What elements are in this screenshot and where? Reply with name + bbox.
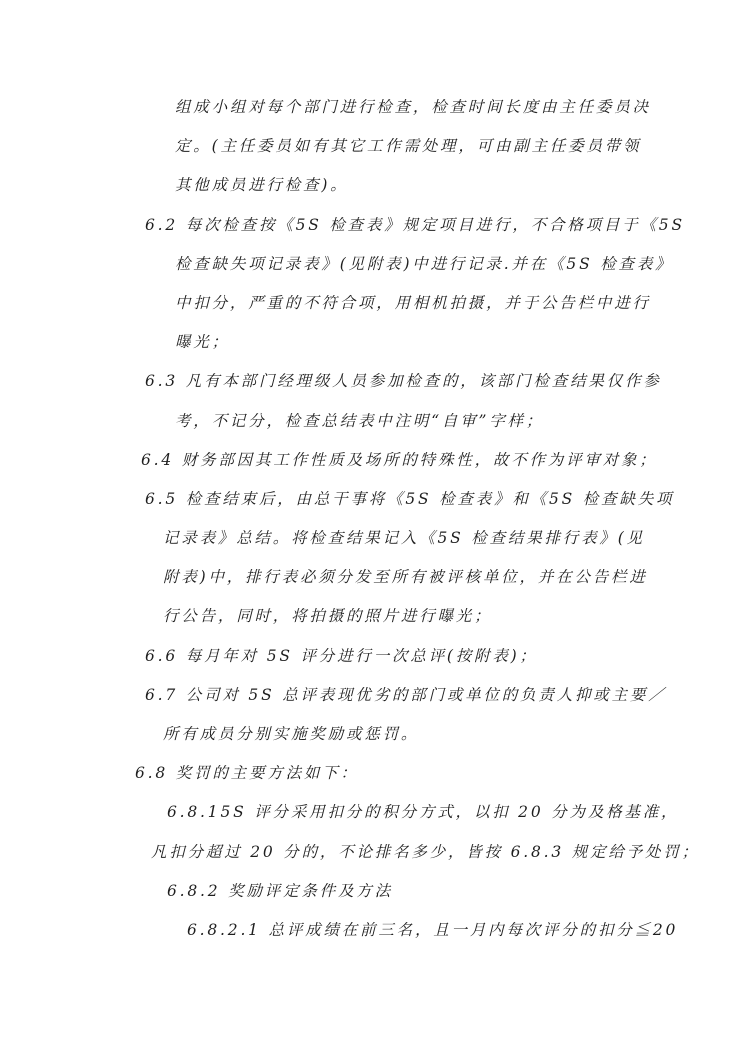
text-line: 6.4 财务部因其工作性质及场所的特殊性，故不作为评审对象； [141, 450, 658, 469]
text-line: 6.8 奖罚的主要方法如下： [135, 764, 359, 783]
text-line: 6.2 每次检查按《5S 检查表》规定项目进行，不合格项目于《5S [145, 215, 685, 234]
text-line: 凡扣分超过 20 分的，不论排名多少，皆按 6.8.3 规定给予处罚； [151, 842, 700, 861]
text-line: 定。(主任委员如有其它工作需处理，可由副主任委员带领 [175, 137, 642, 156]
text-line: 6.3 凡有本部门经理级人员参加检查的，该部门检查结果仅作参 [145, 372, 662, 391]
text-line: 中扣分，严重的不符合项，用相机拍摄，并于公告栏中进行 [175, 293, 651, 312]
text-line: 组成小组对每个部门进行检查，检查时间长度由主任委员决 [175, 98, 651, 116]
text-line: 检查缺失项记录表》(见附表)中进行记录.并在《5S 检查表》 [175, 254, 674, 273]
text-line: 6.7 公司对 5S 总评表现优劣的部门或单位的负责人抑或主要／ [145, 685, 667, 704]
text-line: 其他成员进行检查)。 [175, 176, 349, 195]
text-line: 6.8.2 奖励评定条件及方法 [167, 881, 393, 900]
text-line: 曝光； [175, 333, 230, 352]
text-line: 考，不记分，检查总结表中注明“自审”字样； [175, 411, 545, 430]
text-line: 6.5 检查结束后，由总干事将《5S 检查表》和《5S 检查缺失项 [145, 489, 675, 508]
document-body [0, 88, 744, 950]
text-line: 6.8.15S 评分采用扣分的积分方式，以扣 20 分为及格基准， [167, 803, 680, 822]
text-line: 所有成员分别实施奖励或惩罚。 [163, 725, 420, 743]
text-line: 记录表》总结。将检查结果记入《5S 检查结果排行表》(见 [163, 529, 645, 548]
text-line: 附表)中，排行表必须分发至所有被评核单位，并在公告栏进 [163, 568, 648, 587]
text-line: 6.8.2.1 总评成绩在前三名，且一月内每次评分的扣分≦20 [187, 920, 679, 939]
text-line: 行公告，同时，将拍摄的照片进行曝光； [163, 607, 493, 626]
text-line: 6.6 每月年对 5S 评分进行一次总评(按附表)； [145, 646, 538, 665]
